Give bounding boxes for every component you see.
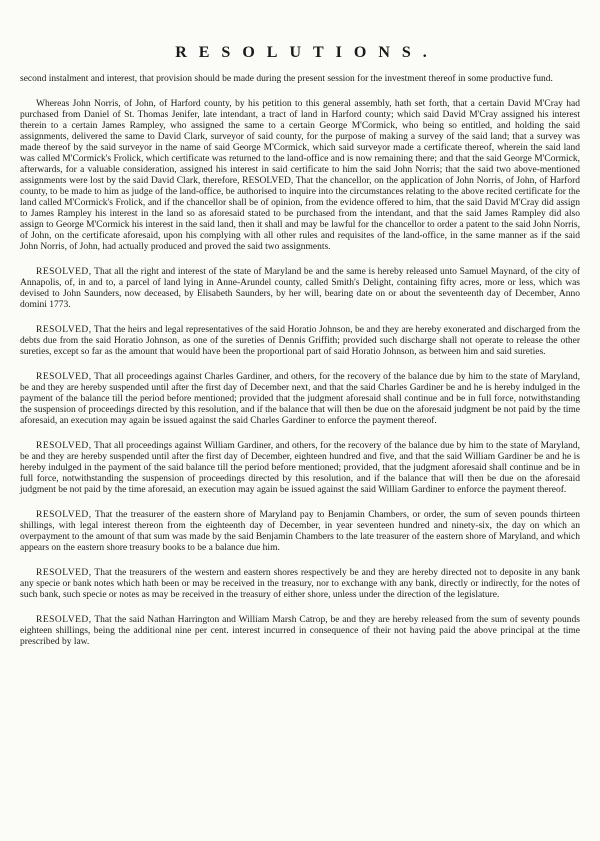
resolution-harrington-catrop xyxy=(20,615,580,648)
resolution-text: That the said Nathan Harrington and William Marsh Catrop, be and they are hereby released from the sum of seventy pounds eighteen shillings, being the additional nine per cent. interest incurred in consequence of their not having paid the above principal at the time prescribed by law. xyxy=(20,615,580,647)
resolved-lead: RESOLVED, xyxy=(36,441,92,451)
paragraph-continuation xyxy=(20,74,580,85)
paragraph-norris-petition xyxy=(20,99,580,253)
resolution-charles-gardiner xyxy=(20,372,580,427)
page-title: RESOLUTIONS. xyxy=(175,44,439,61)
resolution-johnson xyxy=(20,325,580,358)
resolution-chambers xyxy=(20,510,580,554)
paragraph-text: Whereas John Norris, of John, of Harford county, by his petition to this general assembly, hath set forth, that a certain David M'Cray had purchased from Daniel of St. Thomas Jenifer, late intendant, a tract of land in Harford county; which said David M'Cray assigned his interest therein to a certain James Rampley, who assigned the same to a certain George M'Cormick, who being so entitled, and holding the said assignments, delivered the same to David Clark, surveyor of said county, for the purpose of making a survey of the said land; that a survey was made thereof by the said surveyor in the name of said George M'Cormick, which said surveyor made a certificate thereof, wherein the said land was called M'Cormick's Frolick, which certificate was returned to the land-office and is now remaining there; and that the said George M'Cormick, afterwards, for a valuable consideration, assigned his interest in said certificate to him the said John Norris; that the said two above-mentioned assignments were lost by the said David Clark, therefore, RESOLVED, That the chancellor, on the application of John Norris, of John, of Harford county, to be made to him as judge of the land-office, be authorised to inquire into the circumstances relating to the above recited certificate for the land called M'Cormick's Frolick, and if the chancellor shall be of opinion, from the evidence offered to him, that the said David M'Cray did assign to James Rampley his interest in the land so as aforesaid stated to be purchased from the intendant, and that the said James Rampley did also assign to George M'Cormick his interest in the said land, then it shall and may be lawful for the chancellor to order a patent to the said John Norris, of John, on the certificate aforesaid, upon his complying with all other rules and requisites of the land-office, in the same manner as if the said John Norris, of John, had actually produced and proved the said two assignments. xyxy=(20,99,580,252)
resolved-lead: RESOLVED, xyxy=(36,325,92,335)
resolved-lead: RESOLVED, xyxy=(36,615,92,625)
resolution-treasurers xyxy=(20,568,580,601)
paragraph-text: second instalment and interest, that provision should be made during the present session for the investment thereof in some productive fund. xyxy=(20,74,553,84)
resolved-lead: RESOLVED, xyxy=(36,568,92,578)
resolution-text: That the treasurer of the eastern shore of Maryland pay to Benjamin Chambers, or order, the sum of seven pounds thirteen shillings, with legal interest thereon from the eighteenth day of December, in year seventeen hundred and ninety-six, the day on which an overpayment to the amount of that sum was made by the said Benjamin Chambers to the late treasurer of the eastern shore of Maryland, and which appears on the eastern shore treasury books to be a balance due him. xyxy=(20,510,580,553)
resolution-text: That the heirs and legal representatives of the said Horatio Johnson, be and they are hereby exonerated and discharged from the debts due from the said Horatio Johnson, as one of the sureties of Dennis Griffith; provided such discharge shall not operate to release the other sureties, except so far as the amount that would have been the proportional part of said Horatio Johnson, as between him and said sureties. xyxy=(20,325,580,357)
resolved-lead: RESOLVED, xyxy=(36,372,92,382)
resolution-maynard xyxy=(20,267,580,311)
resolution-text: That all proceedings against William Gardiner, and others, for the recovery of the balance due by him to the state of Maryland, be and they are hereby suspended until after the first day of December, eighteen hundred and five, and that the said William Gardiner be and he is hereby indulged in the payment of the said balance till the period before mentioned; provided, that the judgment aforesaid shall continue and be in full force, notwithstanding the suspension of proceedings directed by this resolution, and if the balance that will then be due on the aforesaid judgment be not paid by the time aforesaid, an execution may again be issued against the said William Gardiner to enforce the payment thereof. xyxy=(20,441,580,495)
resolution-text: That the treasurers of the western and eastern shores respectively be and they are hereby directed not to deposite in any bank any specie or bank notes which hath been or may be received in the treasury, nor to exchange with any bank, directly or indirectly, for the notes of such bank, such specie or notes as may be received in the treasury of either shore, unless under the direction of the legislature. xyxy=(20,568,580,600)
resolved-lead: RESOLVED, xyxy=(36,510,92,520)
resolution-text: That all the right and interest of the state of Maryland be and the same is hereby released unto Samuel Maynard, of the city of Annapolis, of, in and to, a parcel of land lying in Anne-Arundel county, called Smith's Delight, containing fifty acres, more or less, which was devised to John Saunders, now deceased, by Elisabeth Saunders, by her will, bearing date on or about the seventeenth day of December, Anno domini 1773. xyxy=(20,267,580,310)
resolution-text: That all proceedings against Charles Gardiner, and others, for the recovery of the balance due by him to the state of Maryland, be and they are hereby suspended until after the first day of December next, and that the said Charles Gardiner be and he is hereby indulged in the payment of the balance till the period before mentioned; provided that the judgment aforesaid shall continue and be in full force, notwithstanding the suspension of proceedings directed by this resolution, and if the balance that will then be due on the aforesaid judgment be not paid by the time aforesaid, an execution may again be issued against the said Charles Gardiner to enforce the payment thereof. xyxy=(20,372,580,426)
resolved-lead: RESOLVED, xyxy=(36,267,92,277)
resolution-william-gardiner xyxy=(20,441,580,496)
